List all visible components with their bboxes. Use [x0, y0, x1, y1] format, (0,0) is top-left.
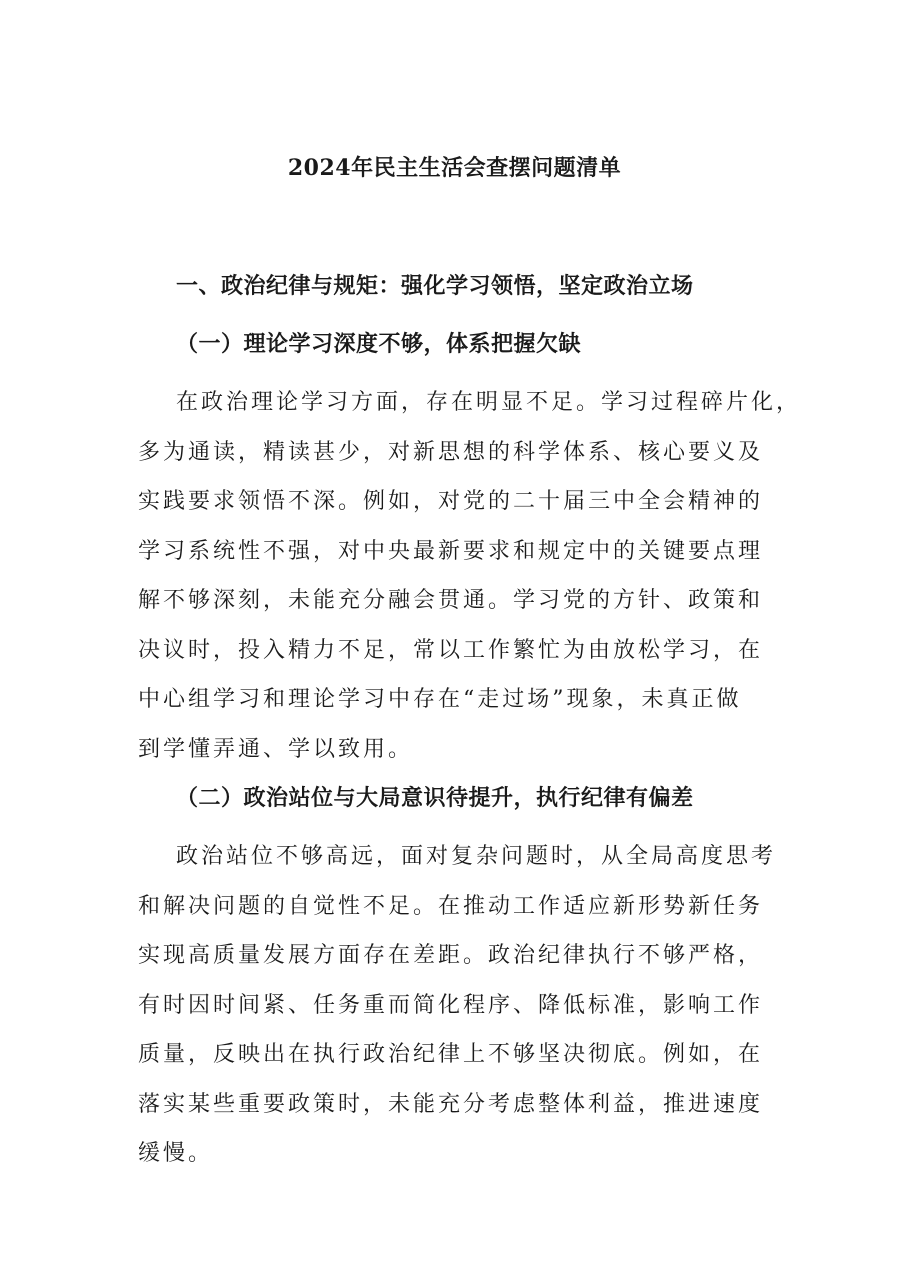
- paragraph-line: 实践要求领悟不深。例如，对党的二十届三中全会精神的: [138, 489, 764, 514]
- document-title: 2024年民主生活会查摆问题清单: [287, 155, 622, 181]
- paragraph-line: 落实某些重要政策时，未能充分考虑整体利益，推进速度: [138, 1091, 764, 1117]
- paragraph-line: 实现高质量发展方面存在差距。政治纪律执行不够严格，: [138, 943, 764, 968]
- paragraph-line: 政治站位不够高远，面对复杂问题时，从全局高度思考: [176, 844, 777, 869]
- paragraph-1: [138, 378, 802, 774]
- paragraph-line: 有时因时间紧、任务重而简化程序、降低标准，影响工作: [138, 992, 764, 1018]
- paragraph-line: 到学懂弄通、学以致用。: [138, 736, 414, 762]
- paragraph-line: 和解决问题的自觉性不足。在推动工作适应新形势新任务: [138, 893, 764, 919]
- paragraph-2: [138, 832, 778, 1179]
- paragraph-line: 学习系统性不强，对中央最新要求和规定中的关键要点理: [138, 538, 764, 564]
- paragraph-line: 在政治理论学习方面，存在明显不足。学习过程碎片化，: [176, 390, 802, 415]
- paragraph-line: 多为通读，精读甚少，对新思想的科学体系、核心要义及: [138, 439, 764, 465]
- subsection-heading-1: （一）理论学习深度不够，体系把握欠缺: [176, 331, 582, 357]
- subsection-heading-2: （二）政治站位与大局意识待提升，执行纪律有偏差: [176, 785, 694, 811]
- paragraph-line: 解不够深刻，未能充分融会贯通。学习党的方针、政策和: [138, 588, 764, 613]
- paragraph-line: 决议时，投入精力不足，常以工作繁忙为由放松学习，在: [138, 637, 764, 663]
- paragraph-line: 质量，反映出在执行政治纪律上不够坚决彻底。例如，在: [138, 1042, 764, 1067]
- paragraph-line: 缓慢。: [138, 1141, 214, 1166]
- paragraph-line: 中心组学习和理论学习中存在“走过场”现象，未真正做: [138, 687, 742, 712]
- section-heading-1: 一、政治纪律与规矩：强化学习领悟，坚定政治立场: [176, 273, 694, 299]
